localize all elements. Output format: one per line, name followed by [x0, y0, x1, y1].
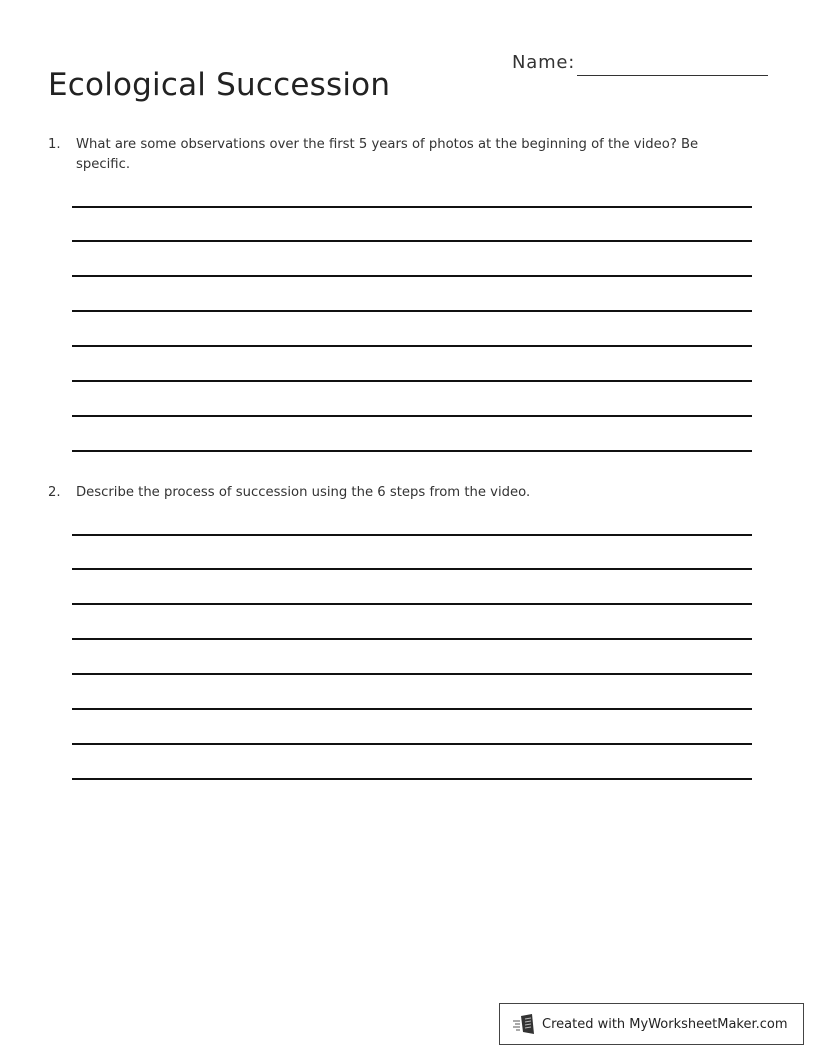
footer-credit-badge — [499, 1003, 804, 1045]
answer-line — [72, 534, 752, 536]
answer-line — [72, 240, 752, 242]
answer-line — [72, 638, 752, 640]
answer-line — [72, 380, 752, 382]
worksheet-maker-logo-icon — [512, 1013, 536, 1035]
footer-credit-text: Created with MyWorksheetMaker.com — [542, 1016, 788, 1032]
question-text: Describe the process of succession using the 6 steps from the video. — [76, 485, 531, 500]
answer-line — [72, 450, 752, 452]
answer-line — [72, 708, 752, 710]
question-number: 1. — [48, 137, 61, 152]
answer-line — [72, 415, 752, 417]
name-blank-line — [577, 75, 768, 76]
answer-line — [72, 673, 752, 675]
page-title: Ecological Succession — [48, 66, 391, 103]
answer-line — [72, 743, 752, 745]
answer-line — [72, 275, 752, 277]
name-field-group — [512, 52, 575, 73]
answer-line — [72, 603, 752, 605]
name-label: Name: — [512, 52, 576, 73]
answer-line — [72, 206, 752, 208]
question-number: 2. — [48, 485, 61, 500]
answer-line — [72, 345, 752, 347]
answer-line — [72, 310, 752, 312]
question-text: What are some observations over the first 5 years of photos at the beginning of the video? Be specific. — [76, 137, 699, 172]
answer-line — [72, 568, 752, 570]
answer-line — [72, 778, 752, 780]
